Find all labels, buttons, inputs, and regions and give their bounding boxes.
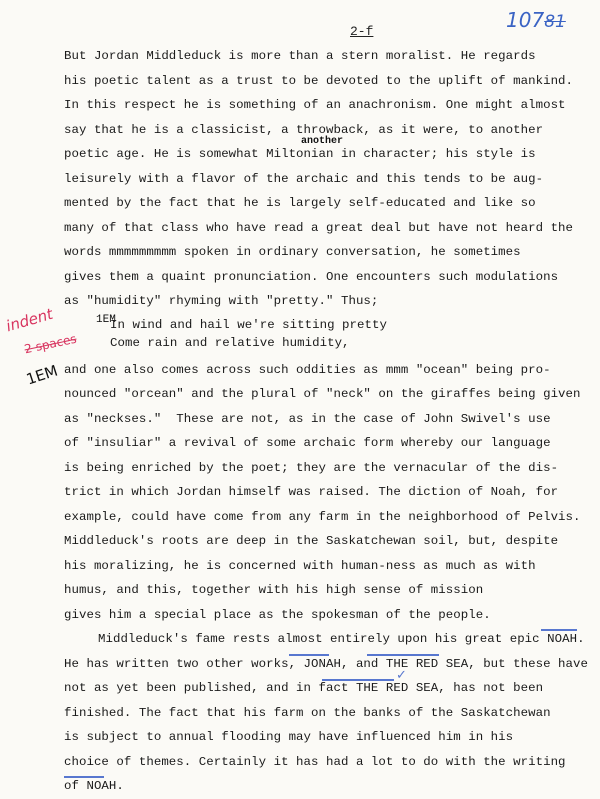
header-mark: 2-f (350, 24, 374, 39)
page-number (506, 8, 566, 32)
page-number-struck: 81 (544, 12, 566, 32)
text-line: But Jordan Middleduck is more than a stern moralist. He regards (64, 49, 536, 63)
underline-mark (322, 679, 394, 681)
text-line: his moralizing, he is concerned with human-ness as much as with (64, 558, 536, 573)
text-line: and one also comes across such oddities as mmm "ocean" being pro- (64, 362, 551, 377)
text-line: as "neckses." These are not, as in the case of John Swivel's use (64, 411, 551, 426)
text-line: many of that class who have read a great deal but have not heard the (64, 220, 574, 235)
text-line: Middleduck's fame rests almost entirely upon his great epic NOAH. (98, 632, 585, 646)
check-mark: ✓ (396, 668, 407, 683)
text-line: trict in which Jordan himself was raised. The diction of Noah, for (64, 485, 559, 499)
text-line: example, could have come from any farm in the neighborhood of Pelvis. (64, 509, 581, 524)
text-line: words mmmmmmmmm spoken in ordinary conversation, he sometimes (64, 245, 521, 259)
text-line: nounced "orcean" and the plural of "neck" on the giraffes being given (64, 387, 581, 401)
underline-mark (289, 654, 329, 656)
text-line: In this respect he is something of an anachronism. One might almost (64, 98, 566, 112)
text-line: say that he is a classicist, a throwback, as it were, to another (64, 122, 544, 137)
page-number-current: 107 (506, 8, 545, 32)
margin-note-em: 1EM (24, 361, 60, 389)
text-line: gives them a quaint pronunciation. One encounters such modulations (64, 269, 559, 284)
text-line: of NOAH. (64, 779, 124, 793)
text-line: as "humidity" rhyming with "pretty." Thus; (64, 294, 379, 308)
text-line: humus, and this, together with his high sense of mission (64, 583, 484, 597)
underline-mark (367, 654, 439, 656)
margin-note-indent: indent (4, 304, 55, 336)
body-text (64, 44, 588, 799)
text-line: finished. The fact that his farm on the banks of the Saskatchewan (64, 705, 551, 720)
underline-mark (541, 629, 577, 631)
text-line: of "insuliar" a revival of some archaic form whereby our language (64, 436, 551, 450)
text-line: is being enriched by the poet; they are the vernacular of the dis- (64, 460, 559, 475)
text-line: his poetic talent as a trust to be devoted to the uplift of mankind. (64, 73, 574, 88)
margin-note-struck: 2 spaces (23, 331, 78, 357)
text-line: Middleduck's roots are deep in the Saskatchewan soil, but, despite (64, 534, 559, 548)
text-line: He has written two other works, JONAH, and THE RED SEA, but these have (64, 656, 588, 671)
text-line: choice of themes. Certainly it has had a lot to do with the writing (64, 754, 566, 769)
text-line: mented by the fact that he is largely self-educated and like so (64, 196, 536, 210)
verse-line: In wind and hail we're sitting pretty (110, 317, 387, 332)
text-line: leisurely with a flavor of the archaic and this tends to be aug- (64, 171, 544, 186)
inline-em-mark: 1EM (96, 314, 116, 326)
underline-mark (64, 776, 104, 778)
text-line: not as yet been published, and in fact THE RED SEA, has not been (64, 681, 544, 695)
text-line: poetic age. He is somewhat Miltonian in character; his style is (64, 147, 536, 161)
text-line: is subject to annual flooding may have influenced him in his (64, 730, 514, 744)
insertion-another: another (301, 136, 344, 147)
verse-line: Come rain and relative humidity, (110, 335, 350, 350)
text-line: gives him a special place as the spokesman of the people. (64, 607, 491, 622)
